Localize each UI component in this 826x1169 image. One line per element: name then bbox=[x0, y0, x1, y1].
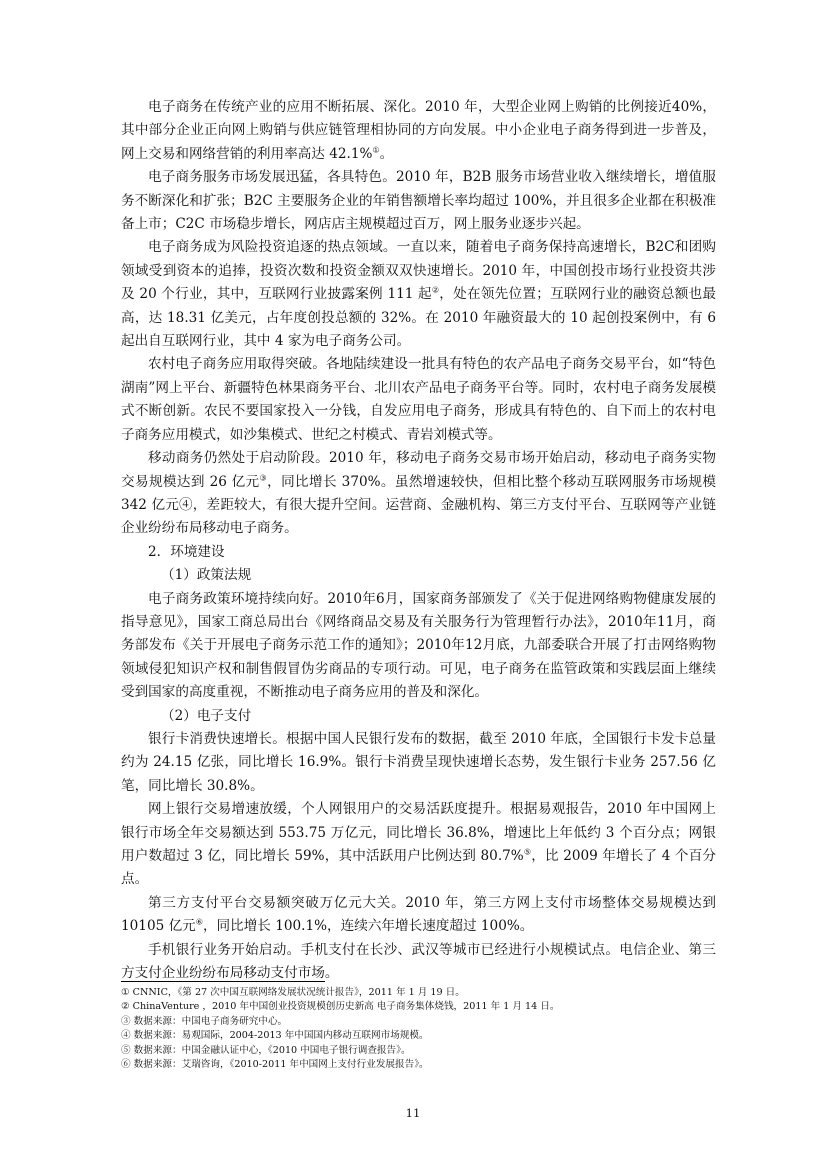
footnote: ① CNNIC，《第 27 次中国互联网络发展状况统计报告》，2011 年 1 月 19 日。 bbox=[121, 987, 465, 998]
section-heading: 2．环境建设 bbox=[148, 543, 225, 560]
body-text bbox=[121, 96, 716, 985]
paragraph: 第三方支付平台交易额突破万亿元大关。2010 年，第三方网上支付市场整体交易规模达到10105 亿元⑥，同比增长 100.1%，连续六年增长速度超过 100%。 bbox=[121, 894, 716, 935]
footnote: ④ 数据来源：易观国际，2004-2013 年中国国内移动互联网市场规模。 bbox=[121, 1030, 429, 1042]
paragraph: 移动商务仍然处于启动阶段。2010 年，移动电子商务交易市场开始启动，移动电子商务实物交易规模达到 26 亿元③，同比增长 370%。虽然增速较快，但相比整个移动互联网服务市场规模 342 亿元④，差距较大，有很大提升空间。运营商、金融机构、第三方支付平台、互联网等产业链企业纷纷布局移动电子商务。 bbox=[121, 450, 716, 537]
paragraph: 网上银行交易增速放缓，个人网银用户的交易活跃度提升。根据易观报告，2010 年中国网上银行市场全年交易额达到 553.75 万亿元，同比增长 36.8%，增速比上年低约 3 个百分点；网银用户数超过 3 亿，同比增长 59%，其中活跃用户比例达到 80.7%⑤，比 2009 年增长了 4 个百分点。 bbox=[121, 801, 716, 888]
paragraph: 手机银行业务开始启动。手机支付在长沙、武汉等城市已经进行小规模试点。电信企业、第三方支付企业纷纷布局移动支付市场。 bbox=[121, 941, 716, 982]
paragraph: 电子商务成为风险投资追逐的热点领域。一直以来，随着电子商务保持高速增长，B2C和团购领域受到资本的追捧，投资次数和投资金额双双快速增长。2010 年，中国创投市场行业投资共涉及 20 个行业，其中，互联网行业披露案例 111 起②，处在领先位置；互联网行业的融资总额也最高，达 18.31 亿美元，占年度创投总额的 32%。在 2010 年融资最大的 10 起创投案例中，有 6 起出自互联网行业，其中 4 家为电子商务公司。 bbox=[121, 239, 717, 350]
page-number: 11 bbox=[405, 1106, 421, 1120]
footnote: ⑤ 数据来源：中国金融认证中心，《2010 中国电子银行调查报告》。 bbox=[121, 1044, 411, 1056]
subsection-heading: （2）电子支付 bbox=[161, 707, 252, 724]
footnote: ② ChinaVenture ，2010 年中国创业投资规模创历史新高 电子商务集体烧钱，2011 年 1 月 14 日。 bbox=[121, 1001, 560, 1013]
footnote: ③ 数据来源：中国电子商务研究中心。 bbox=[121, 1015, 288, 1027]
footnote-divider bbox=[121, 981, 325, 982]
paragraph: 农村电子商务应用取得突破。各地陆续建设一批具有特色的农产品电子商务交易平台，如“特色湖南”网上平台、新疆特色林果商务平台、北川农产品电子商务平台等。同时，农村电子商务发展模式不断创新。农民不要国家投入一分钱，自发应用电子商务，形成具有特色的、自下而上的农村电子商务应用模式，如沙集模式、世纪之村模式、青岩刘模式等。 bbox=[121, 356, 716, 443]
footnote: ⑥ 数据来源：艾瑞咨询，《2010-2011 年中国网上支付行业发展报告》。 bbox=[121, 1059, 429, 1071]
paragraph: 电子商务服务市场发展迅猛，各具特色。2010 年，B2B 服务市场营业收入继续增长，增值服务不断深化和扩张；B2C 主要服务企业的年销售额增长率均超过 100%，并且很多企业都在积极准备上市；C2C 市场稳步增长，网店店主规模超过百万，网上服务业逐步兴起。 bbox=[121, 169, 716, 233]
paragraph: 电子商务在传统产业的应用不断拓展、深化。2010 年，大型企业网上购销的比例接近40%，其中部分企业正向网上购销与供应链管理相协同的方向发展。中小企业电子商务得到进一步普及，网上交易和网络营销的利用率高达 42.1%①。 bbox=[121, 99, 716, 162]
paragraph: 电子商务政策环境持续向好。2010年6月，国家商务部颁发了《关于促进网络购物健康发展的指导意见》，国家工商总局出台《网络商品交易及有关服务行为管理暂行办法》，2010年11月，商务部发布《关于开展电子商务示范工作的通知》；2010年12月底，九部委联合开展了打击网络购物领域侵犯知识产权和制售假冒伪劣商品的专项行动。可见，电子商务在监管政策和实践层面上继续受到国家的高度重视，不断推动电子商务应用的普及和深化。 bbox=[121, 590, 716, 701]
paragraph: 银行卡消费快速增长。根据中国人民银行发布的数据，截至 2010 年底，全国银行卡发卡总量约为 24.15 亿张，同比增长 16.9%。银行卡消费呈现快速增长态势，发生银行卡业务 257.56 亿笔，同比增长 30.8%。 bbox=[121, 730, 716, 794]
subsection-heading: （1）政策法规 bbox=[161, 567, 252, 584]
footnotes bbox=[121, 986, 721, 1072]
